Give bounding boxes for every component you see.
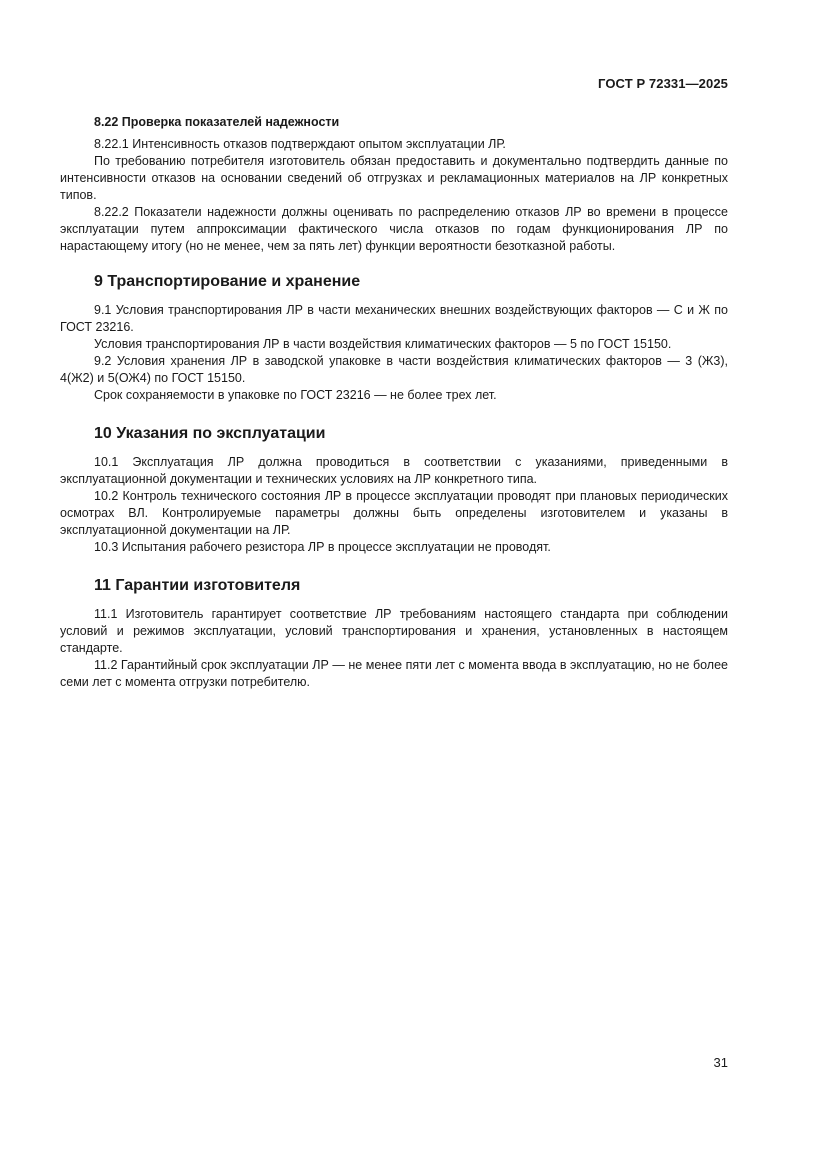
paragraph: 10.3 Испытания рабочего резистора ЛР в процессе эксплуатации не проводят. [94,540,551,554]
subsection-heading-8-22: 8.22 Проверка показателей надежности [94,115,340,129]
section-heading-11: 11 Гарантии изготовителя [94,577,301,594]
paragraph: Условия транспортирования ЛР в части воздействия климатических факторов — 5 по ГОСТ 15150. [94,337,672,351]
section-heading-9: 9 Транспортирование и хранение [94,273,361,290]
paragraph: 10.1 Эксплуатация ЛР должна проводиться в соответствии с указаниями, приведенными в эксплуатационной документации и технических условиях на ЛР конкретного типа. [60,455,728,486]
page-body [60,114,728,691]
paragraph: 9.1 Условия транспортирования ЛР в части механических внешних воздействующих факторов — С и Ж по ГОСТ 23216. [60,303,728,334]
paragraph: Срок сохраняемости в упаковке по ГОСТ 23216 — не более трех лет. [94,388,497,402]
page-number: 31 [713,1055,728,1070]
paragraph: 9.2 Условия хранения ЛР в заводской упаковке в части воздействия климатических факторов — 3 (Ж3), 4(Ж2) и 5(ОЖ4) по ГОСТ 15150. [60,354,728,385]
paragraph: 10.2 Контроль технического состояния ЛР в процессе эксплуатации проводят при плановых периодических осмотрах ВЛ. Контролируемые параметры должны быть определены изготовителем и указаны в эксплуатационной документации на ЛР. [60,489,728,537]
document-code-header: ГОСТ Р 72331—2025 [598,76,728,91]
paragraph: 11.2 Гарантийный срок эксплуатации ЛР — не менее пяти лет с момента ввода в эксплуатацию, но не более семи лет с момента отгрузки потребителю. [60,658,728,689]
paragraph: 8.22.2 Показатели надежности должны оценивать по распределению отказов ЛР во времени в процессе эксплуатации путем аппроксимации фактического числа отказов по годам функционирования ЛР по нарастающему итогу (но не менее, чем за пять лет) функции вероятности безотказной работы. [60,205,728,253]
section-heading-10: 10 Указания по эксплуатации [94,425,326,442]
paragraph: 11.1 Изготовитель гарантирует соответствие ЛР требованиям настоящего стандарта при соблюдении условий и режимов эксплуатации, условий транспортирования и хранения, установленных в настоящем стандарте. [60,607,728,655]
paragraph: 8.22.1 Интенсивность отказов подтверждают опытом эксплуатации ЛР. [94,137,506,151]
paragraph: По требованию потребителя изготовитель обязан предоставить и документально подтвердить данные по интенсивности отказов на основании сведений об отгрузках и рекламационных материалов на ЛР конкретных типов. [60,154,728,202]
